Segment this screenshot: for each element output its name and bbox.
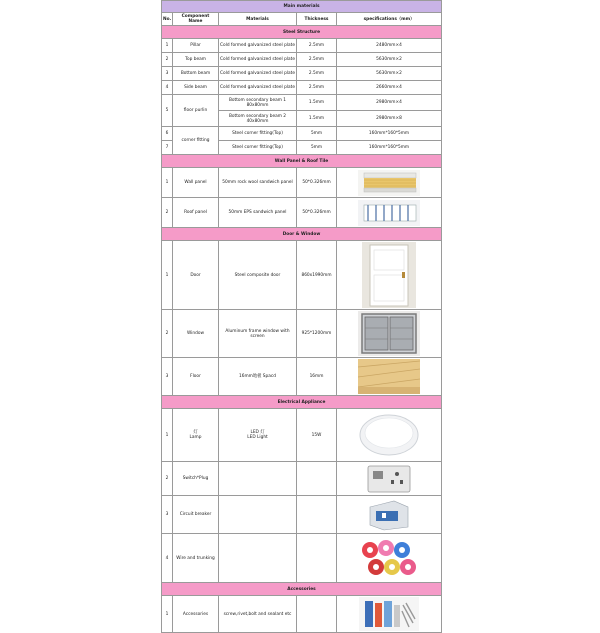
header-materials: Materials	[219, 13, 297, 26]
row-thickness: 860x1990mm	[297, 241, 337, 310]
section-title: Steel Structure	[162, 26, 442, 39]
row-no: 1	[162, 168, 173, 198]
row-no: 2	[162, 310, 173, 358]
row-spec: 2660mm×4	[337, 81, 442, 95]
header-specifications: specifications（mm）	[337, 13, 442, 26]
image-cell	[337, 462, 442, 496]
image-cell	[337, 168, 442, 198]
table-row	[162, 534, 442, 583]
image-cell	[337, 241, 442, 310]
floor-photo	[358, 359, 420, 394]
row-name: Circuit breaker	[173, 496, 219, 534]
row-thickness: 5mm	[297, 141, 337, 155]
image-cell	[337, 596, 442, 633]
row-thickness: 1.5mm	[297, 95, 337, 111]
row-material	[219, 462, 297, 496]
row-no: 3	[162, 496, 173, 534]
row-material	[219, 496, 297, 534]
row-no: 5	[162, 95, 173, 127]
row-material: Bottom secondary beam 1 80x80mm	[219, 95, 297, 111]
header-component: Component Name	[173, 13, 219, 26]
materials-sheet	[161, 0, 441, 633]
row-name: Floor	[173, 358, 219, 396]
image-cell	[337, 534, 442, 583]
row-thickness: 2.5mm	[297, 67, 337, 81]
table-row	[162, 168, 442, 198]
row-no: 1	[162, 39, 173, 53]
row-thickness: 50*0.326mm	[297, 198, 337, 228]
table-row	[162, 39, 442, 53]
accessories-photo	[359, 597, 419, 631]
section-title: Accessories	[162, 583, 442, 596]
row-material: screw,rivet,bolt and sealant etc	[219, 596, 297, 633]
lamp-photo	[358, 411, 420, 459]
row-material: Steel corner fitting(Top)	[219, 127, 297, 141]
row-no: 4	[162, 81, 173, 95]
row-thickness: 15W	[297, 409, 337, 462]
row-thickness: 925*1200mm	[297, 310, 337, 358]
row-name: Accessories	[173, 596, 219, 633]
row-material: 16mm地板 Spacd	[219, 358, 297, 396]
table-row	[162, 95, 442, 111]
image-cell	[337, 310, 442, 358]
table-row	[162, 53, 442, 67]
window-photo	[358, 311, 420, 356]
row-spec: 160mm*160*5mm	[337, 127, 442, 141]
row-material: Cold formed galvanized steel plate	[219, 39, 297, 53]
row-material: 50mm rock wool sandwich panel	[219, 168, 297, 198]
row-spec: 2480mm×4	[337, 39, 442, 53]
table-row	[162, 596, 442, 633]
table-row	[162, 127, 442, 141]
materials-table	[161, 0, 442, 633]
row-thickness: 5mm	[297, 127, 337, 141]
row-spec: 160mm*160*5mm	[337, 141, 442, 155]
table-row	[162, 496, 442, 534]
row-no: 4	[162, 534, 173, 583]
row-name: Wall panel	[173, 168, 219, 198]
header-no: No.	[162, 13, 173, 26]
row-material: Aluminum frame window with screen	[219, 310, 297, 358]
row-thickness: 50*0.326mm	[297, 168, 337, 198]
section-title: Wall Panel & Roof Tile	[162, 155, 442, 168]
section-electrical	[162, 396, 442, 409]
row-thickness: 2.5mm	[297, 39, 337, 53]
table-row	[162, 462, 442, 496]
row-name: Bottom beam	[173, 67, 219, 81]
row-material	[219, 534, 297, 583]
row-name: Door	[173, 241, 219, 310]
table-row	[162, 409, 442, 462]
row-name: corner fitting	[173, 127, 219, 155]
wire-coils-photo	[358, 536, 420, 580]
row-thickness	[297, 462, 337, 496]
row-name: Side beam	[173, 81, 219, 95]
row-no: 1	[162, 409, 173, 462]
roof-panel-photo	[358, 200, 420, 226]
switch-plug-photo	[364, 464, 414, 494]
row-no: 2	[162, 53, 173, 67]
row-spec: 2980mm×8	[337, 111, 442, 127]
row-material: LED 灯 LED Light	[219, 409, 297, 462]
row-thickness: 16mm	[297, 358, 337, 396]
section-steel-structure	[162, 26, 442, 39]
row-name: 灯 Lamp	[173, 409, 219, 462]
table-row	[162, 81, 442, 95]
section-title: Door & Window	[162, 228, 442, 241]
section-accessories	[162, 583, 442, 596]
image-cell	[337, 198, 442, 228]
row-name: Switch*Plug	[173, 462, 219, 496]
table-row	[162, 198, 442, 228]
row-thickness: 2.5mm	[297, 53, 337, 67]
circuit-breaker-photo	[364, 497, 414, 532]
table-row	[162, 67, 442, 81]
row-no: 3	[162, 358, 173, 396]
image-cell	[337, 409, 442, 462]
header-row	[162, 13, 442, 26]
row-material: Cold formed galvanized steel plate	[219, 53, 297, 67]
row-material: Steel composite door	[219, 241, 297, 310]
row-no: 1	[162, 241, 173, 310]
sandwich-panel-photo	[358, 170, 420, 196]
row-thickness	[297, 496, 337, 534]
row-material: Cold formed galvanized steel plate	[219, 67, 297, 81]
row-material: Cold formed galvanized steel plate	[219, 81, 297, 95]
section-wall-panel	[162, 155, 442, 168]
section-door-window	[162, 228, 442, 241]
row-material: Steel corner fitting(Top)	[219, 141, 297, 155]
row-no: 6	[162, 127, 173, 141]
row-name: floor purlin	[173, 95, 219, 127]
row-name: Roof panel	[173, 198, 219, 228]
table-row	[162, 241, 442, 310]
table-row	[162, 310, 442, 358]
row-spec: 2980mm×4	[337, 95, 442, 111]
row-thickness	[297, 596, 337, 633]
header-thickness: Thickness	[297, 13, 337, 26]
row-material: 50mm EPS sandwich panel	[219, 198, 297, 228]
row-spec: 5630mm×2	[337, 53, 442, 67]
row-no: 2	[162, 198, 173, 228]
row-name: Top beam	[173, 53, 219, 67]
row-no: 3	[162, 67, 173, 81]
row-thickness: 1.5mm	[297, 111, 337, 127]
row-material: Bottom secondary beam 2 40x80mm	[219, 111, 297, 127]
row-name: Wire and trunking	[173, 534, 219, 583]
table-title: Main materials	[162, 1, 442, 13]
row-thickness	[297, 534, 337, 583]
row-spec: 5630mm×2	[337, 67, 442, 81]
row-thickness: 2.5mm	[297, 81, 337, 95]
table-row	[162, 358, 442, 396]
row-name: Window	[173, 310, 219, 358]
image-cell	[337, 358, 442, 396]
row-no: 2	[162, 462, 173, 496]
door-photo	[362, 242, 416, 308]
title-row	[162, 1, 442, 13]
row-name: Pillar	[173, 39, 219, 53]
row-no: 7	[162, 141, 173, 155]
section-title: Electrical Appliance	[162, 396, 442, 409]
row-no: 1	[162, 596, 173, 633]
image-cell	[337, 496, 442, 534]
